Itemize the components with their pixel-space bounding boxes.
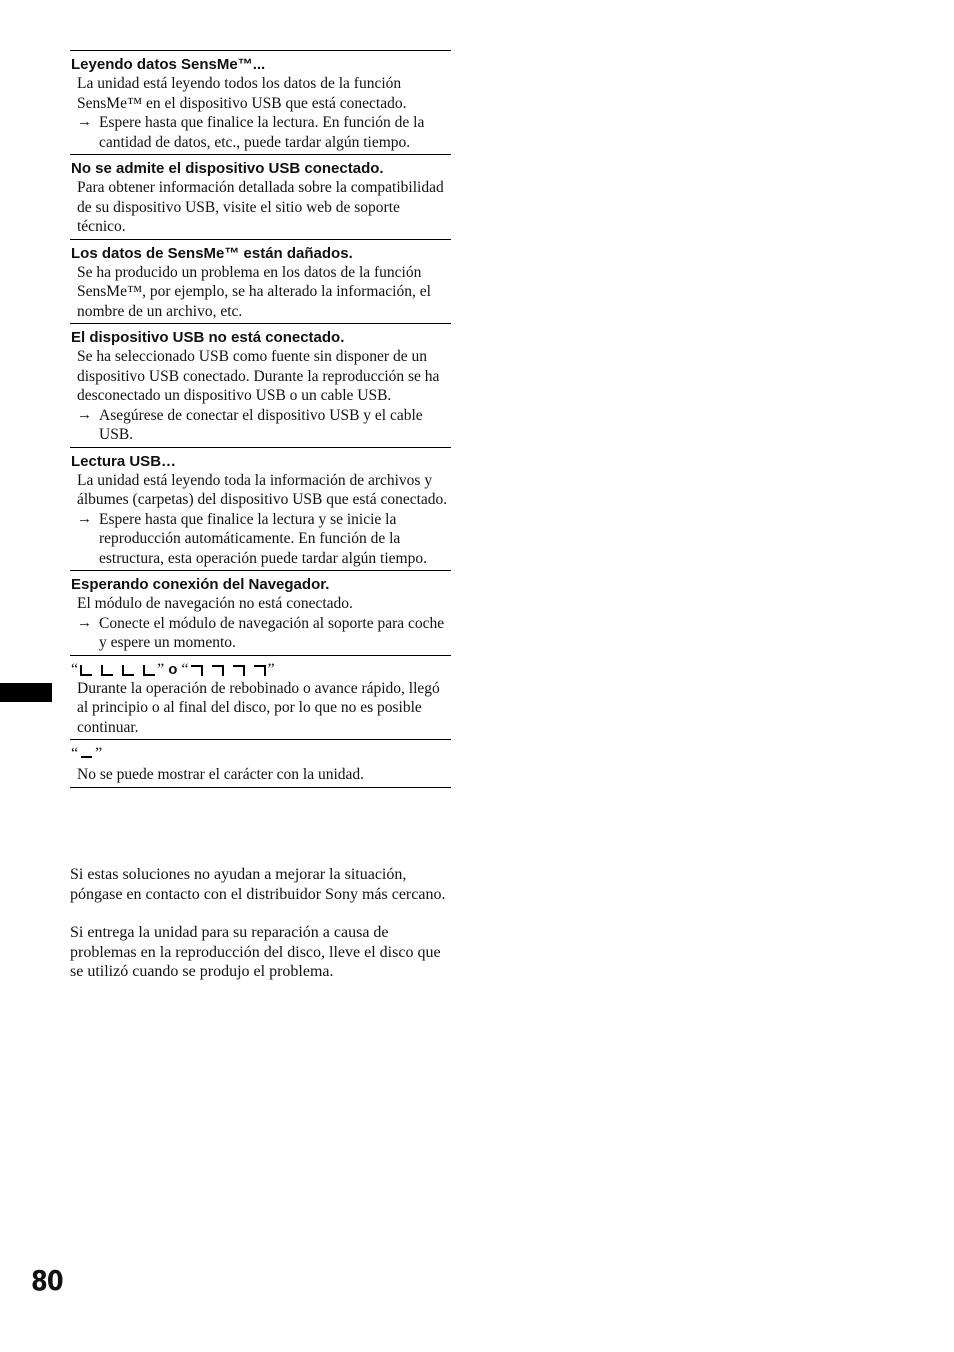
entry-description: Para obtener información detallada sobre la compatibilidad de su dispositivo USB, visite el sitio web de soporte técnico. bbox=[77, 179, 444, 235]
page-number: 80 bbox=[31, 1264, 63, 1297]
entry-description: El módulo de navegación no está conectado. bbox=[77, 595, 353, 612]
segment-start-icon bbox=[122, 665, 134, 676]
segment-symbol-heading bbox=[70, 660, 451, 679]
entry-remedy bbox=[70, 614, 451, 653]
close-quote: ” bbox=[95, 745, 103, 762]
dash-icon bbox=[81, 756, 92, 758]
or-word: o bbox=[168, 660, 178, 678]
open-quote: “ bbox=[71, 660, 79, 678]
segment-end-icon bbox=[191, 665, 203, 676]
entry-usb-not-supported bbox=[70, 155, 451, 240]
remedy-text: Espere hasta que finalice la lectura. En función de la cantidad de datos, etc., puede tardar algún tiempo. bbox=[99, 114, 425, 151]
remedy-text: Espere hasta que finalice la lectura y se inicie la reproducción automáticamente. En función de la estructura, esta operación puede tardar algún tiempo. bbox=[99, 510, 427, 567]
entry-heading: El dispositivo USB no está conectado. bbox=[71, 329, 345, 346]
entry-heading: No se admite el dispositivo USB conectado. bbox=[71, 160, 384, 177]
arrow-icon: → bbox=[77, 510, 92, 527]
segment-start-glyphs bbox=[80, 664, 155, 675]
entry-segment-display bbox=[70, 656, 451, 741]
close-quote: ” bbox=[267, 660, 275, 678]
segment-end-icon bbox=[254, 665, 266, 676]
closing-paragraph: Si estas soluciones no ayudan a mejorar la situación, póngase en contacto con el distribuidor Sony más cercano. bbox=[70, 866, 446, 903]
arrow-icon: → bbox=[77, 406, 92, 423]
entry-sensme-damaged bbox=[70, 240, 451, 325]
entry-waiting-navigator bbox=[70, 571, 451, 656]
entry-remedy bbox=[70, 113, 451, 152]
segment-start-icon bbox=[80, 665, 92, 676]
entry-description: Durante la operación de rebobinado o avance rápido, llegó al principio o al final del disco, por lo que no es posible continuar. bbox=[77, 679, 440, 736]
entry-remedy bbox=[70, 406, 451, 445]
remedy-text: Asegúrese de conectar el dispositivo USB y el cable USB. bbox=[99, 406, 423, 443]
entry-description: La unidad está leyendo toda la información de archivos y álbumes (carpetas) del dispositivo USB que está conectado. bbox=[77, 471, 448, 508]
segment-end-icon bbox=[233, 665, 245, 676]
entry-dash-display bbox=[70, 740, 451, 788]
open-quote: “ bbox=[71, 745, 79, 762]
entry-remedy bbox=[70, 510, 451, 569]
open-quote: “ bbox=[181, 660, 189, 678]
entry-description: Se ha seleccionado USB como fuente sin disponer de un dispositivo USB conectado. Durante la reproducción se ha desconectado un dispositivo USB o un cable USB. bbox=[77, 348, 440, 404]
entry-usb-reading bbox=[70, 448, 451, 572]
error-message-table bbox=[70, 50, 451, 788]
entry-sensme-reading bbox=[70, 51, 451, 155]
segment-start-icon bbox=[143, 665, 155, 676]
segment-end-glyphs bbox=[191, 664, 266, 675]
close-quote: ” bbox=[157, 660, 165, 678]
entry-heading: Los datos de SensMe™ están dañados. bbox=[71, 244, 353, 262]
arrow-icon: → bbox=[77, 614, 92, 631]
closing-paragraph: Si entrega la unidad para su reparación a causa de problemas en la reproducción del disco, lleve el disco que se utilizó cuando se produjo el problema. bbox=[70, 924, 441, 981]
entry-description: La unidad está leyendo todos los datos de la función SensMe™ en el dispositivo USB que está conectado. bbox=[77, 75, 407, 112]
dash-symbol-heading bbox=[70, 744, 451, 763]
entry-heading: Leyendo datos SensMe™... bbox=[71, 56, 266, 73]
entry-description: Se ha producido un problema en los datos de la función SensMe™, por ejemplo, se ha alterado la información, el nombre de un archivo, etc. bbox=[77, 263, 431, 320]
entry-heading: Esperando conexión del Navegador. bbox=[71, 576, 330, 593]
arrow-icon: → bbox=[77, 114, 92, 130]
entry-description: No se puede mostrar el carácter con la unidad. bbox=[77, 766, 365, 783]
segment-start-icon bbox=[101, 665, 113, 676]
segment-end-icon bbox=[212, 665, 224, 676]
remedy-text: Conecte el módulo de navegación al soporte para coche y espere un momento. bbox=[99, 614, 445, 651]
entry-heading: Lectura USB… bbox=[71, 452, 177, 470]
section-tab-marker bbox=[0, 683, 52, 702]
entry-usb-not-connected bbox=[70, 324, 451, 448]
